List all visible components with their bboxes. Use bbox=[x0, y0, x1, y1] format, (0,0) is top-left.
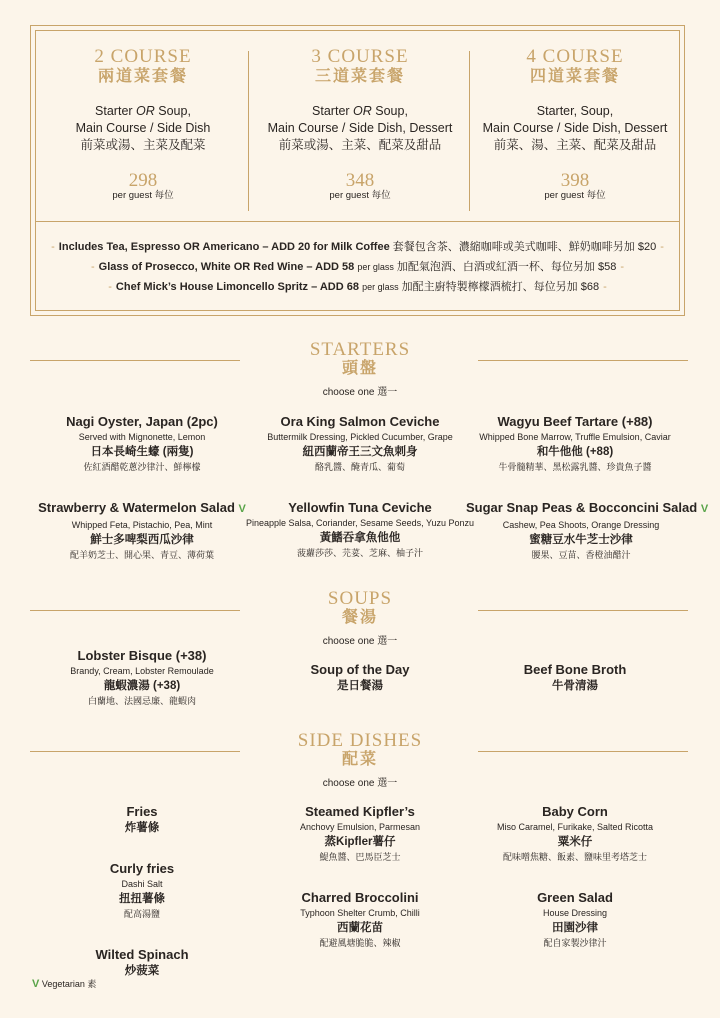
choose-one-label: choose one 選一 bbox=[322, 636, 398, 647]
menu-item: Strawberry & Watermelon Salad V Whipped Feta, Pistachio, Pea, Mint 鮮士多啤梨西瓜沙律 配羊奶芝士、開心果、青豆、薄荷葉 bbox=[38, 500, 246, 560]
addon-line: - Glass of Prosecco, White OR Red Wine – ADD 58 per glass 加配氣泡酒、白酒或紅酒一杯、每位另加 $58 - bbox=[90, 261, 625, 273]
set-menu-box bbox=[30, 25, 685, 316]
course-title-zh: 四道菜套餐 bbox=[529, 68, 620, 85]
menu-item: Steamed Kipfler’s Anchovy Emulsion, Parmesan 蒸Kipfler薯仔 鯷魚醬、巴馬臣芝士 bbox=[299, 804, 421, 862]
menu-item: Baby Corn Miso Caramel, Furikake, Salted Ricotta 粟米仔 配味噌焦糖、飯素、鹽味里考塔芝士 bbox=[496, 804, 654, 862]
soups-header bbox=[0, 589, 720, 648]
course-title-en: 4 COURSE bbox=[526, 46, 624, 67]
per-guest-label: per guest 每位 bbox=[112, 190, 174, 201]
menu-item: Green Salad House Dressing 田園沙律 配自家製沙律汁 bbox=[537, 890, 613, 948]
vegetarian-icon: V bbox=[700, 503, 709, 515]
course-price: 398 bbox=[560, 170, 590, 191]
section-title-zh: 頭盤 bbox=[341, 360, 378, 377]
menu-item: Soup of the Day 是日餐湯 bbox=[310, 662, 410, 692]
menu-item: Beef Bone Broth 牛骨清湯 bbox=[523, 662, 627, 692]
menu-item: Wagyu Beef Tartare (+88) Whipped Bone Marrow, Truffle Emulsion, Caviar 和牛他他 (+88) 牛骨髓精華、黑松露乳醬、珍貴魚子醬 bbox=[479, 414, 671, 472]
vegetarian-icon: V bbox=[32, 978, 40, 990]
course-3 bbox=[255, 47, 465, 202]
menu-item: Nagi Oyster, Japan (2pc) Served with Mignonette, Lemon 日本長崎生蠔 (兩隻) 佐紅酒醋乾蔥沙律汁、鮮檸檬 bbox=[66, 414, 218, 472]
course-price: 298 bbox=[128, 170, 158, 191]
course-title-zh: 兩道菜套餐 bbox=[97, 68, 188, 85]
menu-item: Yellowfin Tuna Ceviche Pineapple Salsa, Coriander, Sesame Seeds, Yuzu Ponzu 黃鰭吞拿魚他他 菠蘿莎莎、芫荽、芝麻、柚子汁 bbox=[246, 500, 474, 558]
course-description: Starter OR Soup, Main Course / Side Dish, Dessert 前菜或湯、主菜、配菜及甜品 bbox=[267, 104, 453, 152]
course-price: 348 bbox=[345, 170, 375, 191]
legend-text: Vegetarian 素 bbox=[41, 979, 97, 989]
section-title-en: SOUPS bbox=[327, 588, 393, 609]
section-title-zh: 配菜 bbox=[341, 751, 378, 768]
course-title-en: 2 COURSE bbox=[94, 46, 192, 67]
choose-one-label: choose one 選一 bbox=[322, 387, 398, 398]
sides-header bbox=[0, 731, 720, 790]
course-title-zh: 三道菜套餐 bbox=[314, 68, 405, 85]
menu-item: Ora King Salmon Ceviche Buttermilk Dressing, Pickled Cucumber, Grape 紐西蘭帝王三文魚刺身 酪乳醬、醃青瓜、葡萄 bbox=[267, 414, 453, 472]
per-guest-label: per guest 每位 bbox=[329, 190, 391, 201]
set-menu-inner-frame bbox=[35, 30, 680, 311]
menu-item: Charred Broccolini Typhoon Shelter Crumb, Chilli 西蘭花苗 配避風塘脆脆、辣椒 bbox=[300, 890, 420, 948]
course-2 bbox=[38, 47, 248, 202]
column-divider bbox=[248, 51, 249, 211]
section-title-en: STARTERS bbox=[309, 339, 411, 360]
addon-line: - Includes Tea, Espresso OR Americano – ADD 20 for Milk Coffee 套餐包含茶、濃縮咖啡或美式咖啡、鮮奶咖啡另加 $20 - bbox=[51, 241, 664, 253]
menu-item: Sugar Snap Peas & Bocconcini Salad V Cashew, Pea Shoots, Orange Dressing 蜜糖豆水牛芝士沙律 腰果、豆苗、香橙油醋汁 bbox=[466, 500, 709, 560]
section-title-zh: 餐湯 bbox=[341, 609, 378, 626]
choose-one-label: choose one 選一 bbox=[322, 778, 398, 789]
per-guest-label: per guest 每位 bbox=[544, 190, 606, 201]
menu-item: Lobster Bisque (+38) Brandy, Cream, Lobster Remoulade 龍蝦濃湯 (+38) 白蘭地、法國忌廉、龍蝦肉 bbox=[70, 648, 214, 706]
addon-line: - Chef Mick’s House Limoncello Spritz – ADD 68 per glass 加配主廚特製檸檬酒梳打、每位另加 $68 - bbox=[108, 281, 607, 293]
vegetarian-legend bbox=[32, 978, 96, 990]
course-title-en: 3 COURSE bbox=[311, 46, 409, 67]
course-description: Starter OR Soup, Main Course / Side Dish 前菜或湯、主菜及配菜 bbox=[75, 104, 211, 152]
menu-item: Wilted Spinach 炒菠菜 bbox=[95, 947, 189, 977]
addons-list bbox=[36, 237, 679, 297]
course-description: Starter, Soup, Main Course / Side Dish, Dessert 前菜、湯、主菜、配菜及甜品 bbox=[482, 104, 668, 152]
menu-item: Fries 炸薯條 bbox=[124, 804, 160, 834]
section-title-en: SIDE DISHES bbox=[297, 730, 423, 751]
menu-item: Curly fries Dashi Salt 扭扭薯條 配高湯鹽 bbox=[109, 861, 175, 919]
addons-divider bbox=[36, 221, 679, 222]
starters-header bbox=[0, 340, 720, 399]
course-4 bbox=[470, 47, 680, 202]
vegetarian-icon: V bbox=[238, 503, 246, 515]
